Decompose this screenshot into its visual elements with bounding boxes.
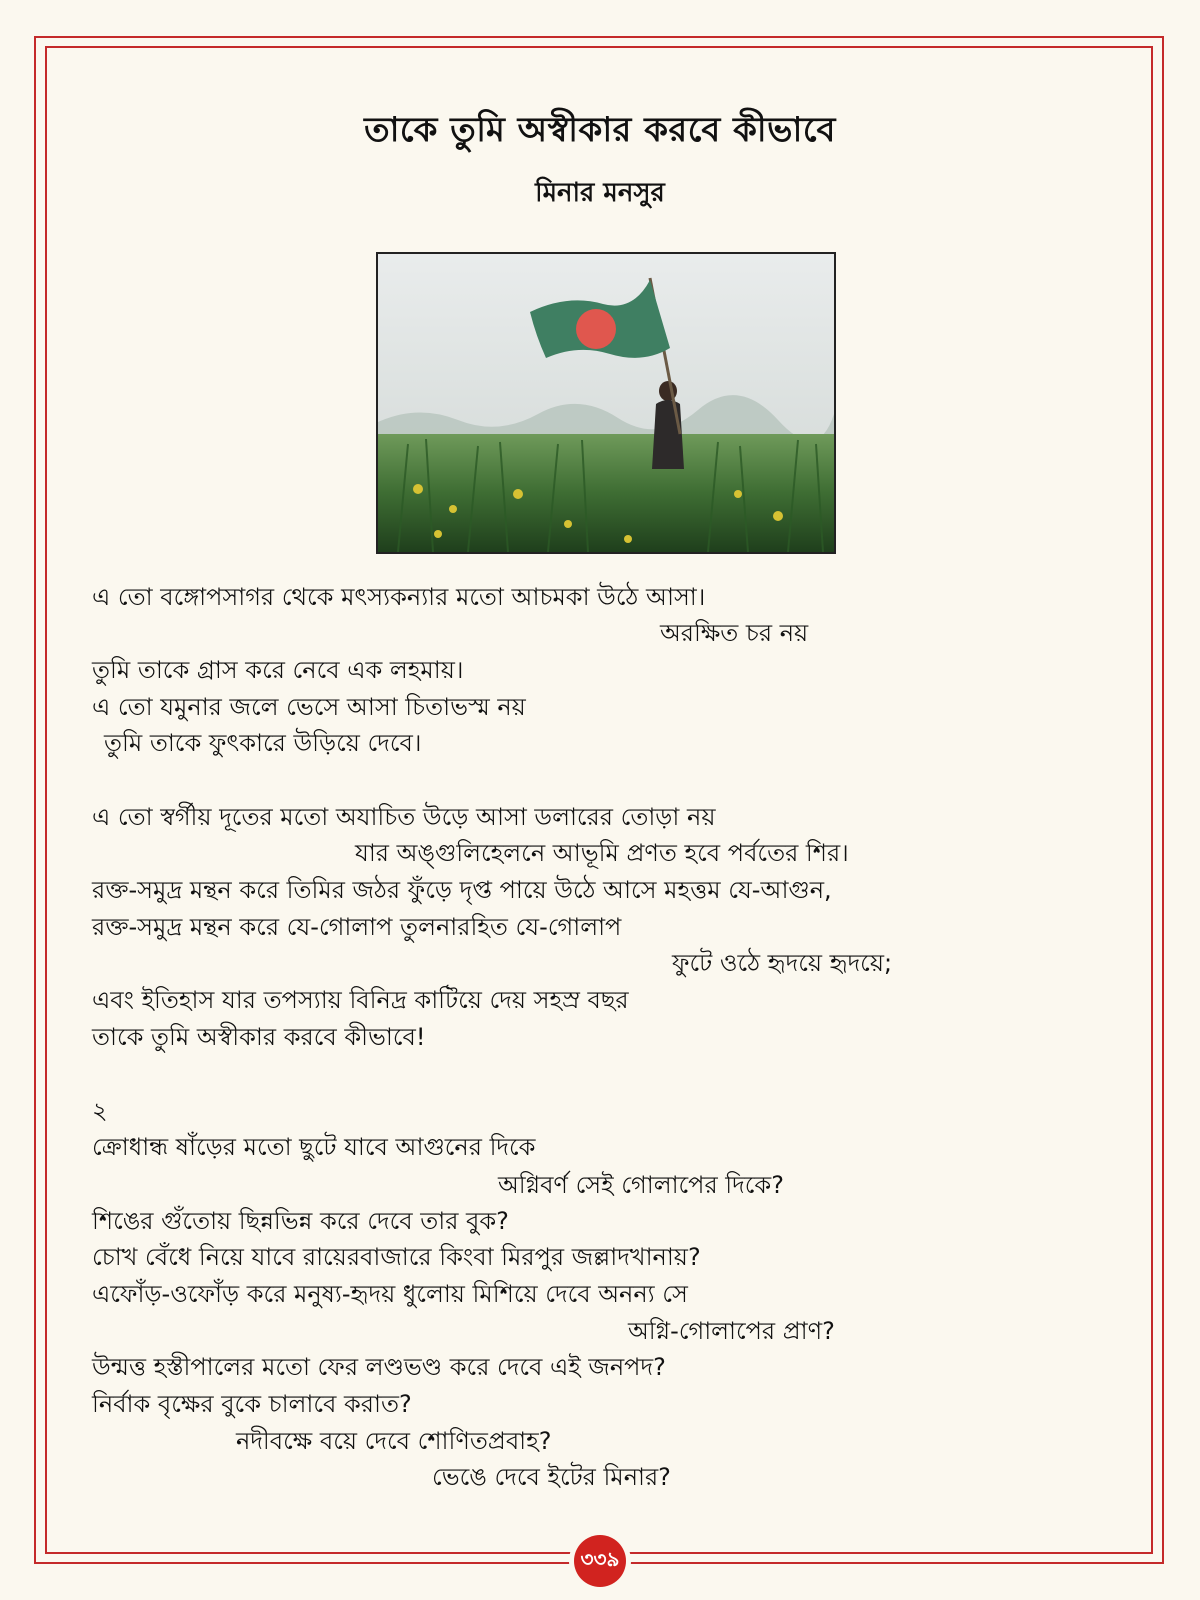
poem-line: যার অঙ্গুলিহেলনে আভূমি প্রণত হবে পর্বতের শির।: [355, 839, 849, 867]
poem-line: এফোঁড়-ওফোঁড় করে মনুষ্য-হৃদয় ধুলোয় মিশিয়ে দেবে অনন্য সে: [92, 1280, 688, 1308]
poem-author: মিনার মনসুর: [535, 178, 665, 208]
poem-line: নদীবক্ষে বয়ে দেবে শোণিতপ্রবাহ?: [236, 1427, 552, 1455]
poem-line: নির্বাক বৃক্ষের বুকে চালাবে করাত?: [92, 1390, 412, 1418]
flag-photo: [376, 252, 836, 554]
poem-line: তুমি তাকে গ্রাস করে নেবে এক লহমায়।: [92, 656, 464, 684]
poem-line: অগ্নিবর্ণ সেই গোলাপের দিকে?: [498, 1171, 784, 1199]
poem-line: ভেঙে দেবে ইটের মিনার?: [432, 1463, 671, 1491]
poem-line: অরক্ষিত চর নয়: [660, 619, 809, 647]
poem-line: এ তো বঙ্গোপসাগর থেকে মৎস্যকন্যার মতো আচমকা উঠে আসা।: [92, 583, 706, 611]
poem-line: রক্ত-সমুদ্র মন্থন করে তিমির জঠর ফুঁড়ে দৃপ্ত পায়ে উঠে আসে মহত্তম যে-আগুন,: [92, 876, 832, 904]
flag-field-illustration: [378, 254, 834, 552]
poem-line: তুমি তাকে ফুৎকারে উড়িয়ে দেবে।: [104, 729, 422, 757]
poem-line: ফুটে ওঠে হৃদয়ে হৃদয়ে;: [672, 949, 893, 977]
section-number: ২: [92, 1097, 108, 1125]
page-number-badge: ৩৩৯: [574, 1535, 626, 1587]
poem-line: এ তো যমুনার জলে ভেসে আসা চিতাভস্ম নয়: [92, 693, 526, 721]
poem-line: অগ্নি-গোলাপের প্রাণ?: [628, 1317, 835, 1345]
poem-line: শিঙের গুঁতোয় ছিন্নভিন্ন করে দেবে তার বুক?: [92, 1207, 509, 1235]
poem-line: চোখ বেঁধে নিয়ে যাবে রায়েরবাজারে কিংবা মিরপুর জল্লাদখানায়?: [92, 1243, 701, 1271]
poem-line: তাকে তুমি অস্বীকার করবে কীভাবে!: [92, 1023, 426, 1051]
poem-line: ক্রোধান্ধ ষাঁড়ের মতো ছুটে যাবে আগুনের দিকে: [92, 1133, 536, 1161]
poem-line: রক্ত-সমুদ্র মন্থন করে যে-গোলাপ তুলনারহিত যে-গোলাপ: [92, 913, 622, 941]
poem-line: এ তো স্বর্গীয় দূতের মতো অযাচিত উড়ে আসা ডলারের তোড়া নয়: [92, 803, 716, 831]
poem-line: উন্মত্ত হস্তীপালের মতো ফের লণ্ডভণ্ড করে দেবে এই জনপদ?: [92, 1353, 666, 1381]
poem-title: তাকে তুমি অস্বীকার করবে কীভাবে: [364, 110, 836, 150]
poem-line: এবং ইতিহাস যার তপস্যায় বিনিদ্র কাটিয়ে দেয় সহস্র বছর: [92, 986, 629, 1014]
